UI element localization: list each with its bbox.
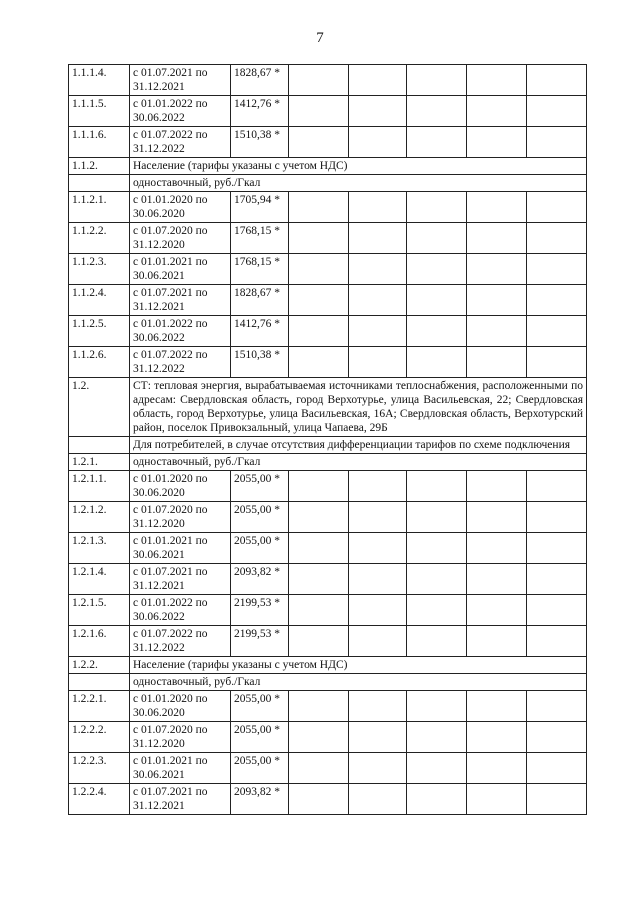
table-row — [69, 378, 587, 437]
empty-cell — [527, 595, 587, 626]
row-number: 1.1.1.5. — [69, 96, 130, 127]
row-number: 1.2.1.1. — [69, 471, 130, 502]
period-line: с 01.01.2021 по — [133, 535, 208, 547]
row-number: 1.2.2.2. — [69, 722, 130, 753]
empty-cell — [467, 65, 527, 96]
table-row — [69, 691, 587, 722]
period-line: 31.12.2020 — [133, 239, 185, 251]
empty-cell — [527, 471, 587, 502]
period-cell — [130, 502, 231, 533]
empty-cell — [349, 316, 407, 347]
period-line: с 01.07.2021 по — [133, 67, 208, 79]
period-cell — [130, 564, 231, 595]
empty-cell — [349, 192, 407, 223]
empty-cell — [407, 65, 467, 96]
empty-cell — [349, 626, 407, 657]
row-description: Население (тарифы указаны с учетом НДС) — [130, 158, 587, 175]
period-line: с 01.07.2020 по — [133, 504, 208, 516]
empty-cell — [289, 753, 349, 784]
row-number: 1.2.1.5. — [69, 595, 130, 626]
period-line: 30.06.2021 — [133, 270, 185, 282]
period-cell — [130, 471, 231, 502]
empty-cell — [467, 595, 527, 626]
empty-cell — [527, 502, 587, 533]
period-line: с 01.01.2022 по — [133, 318, 208, 330]
row-number: 1.1.2.3. — [69, 254, 130, 285]
empty-cell — [467, 502, 527, 533]
tariff-value: 1412,76 * — [231, 316, 289, 347]
table-row — [69, 65, 587, 96]
table-row — [69, 192, 587, 223]
empty-cell — [527, 316, 587, 347]
row-number: 1.1.2.1. — [69, 192, 130, 223]
empty-cell — [349, 96, 407, 127]
period-line: 30.06.2021 — [133, 549, 185, 561]
period-line: 31.12.2021 — [133, 301, 185, 313]
row-number: 1.2.1.6. — [69, 626, 130, 657]
table-row — [69, 158, 587, 175]
empty-cell — [349, 471, 407, 502]
empty-cell — [467, 691, 527, 722]
empty-cell — [467, 192, 527, 223]
period-line: с 01.07.2021 по — [133, 566, 208, 578]
empty-cell — [349, 784, 407, 815]
row-number: 1.1.2.4. — [69, 285, 130, 316]
empty-cell — [407, 254, 467, 285]
empty-cell — [527, 96, 587, 127]
tariff-value: 2199,53 * — [231, 626, 289, 657]
table-row — [69, 674, 587, 691]
empty-cell — [349, 65, 407, 96]
tariff-value: 2055,00 * — [231, 471, 289, 502]
period-cell — [130, 722, 231, 753]
empty-cell — [289, 564, 349, 595]
empty-cell — [527, 192, 587, 223]
row-description: Для потребителей, в случае отсутствия дифференциации тарифов по схеме подключения — [130, 437, 587, 454]
row-number: 1.2.2.4. — [69, 784, 130, 815]
empty-cell — [289, 127, 349, 158]
tariff-value: 1510,38 * — [231, 347, 289, 378]
table-row — [69, 657, 587, 674]
table-row — [69, 454, 587, 471]
row-number: 1.2.2. — [69, 657, 130, 674]
empty-cell — [407, 285, 467, 316]
table-row — [69, 564, 587, 595]
table-row — [69, 96, 587, 127]
tariff-value: 1412,76 * — [231, 96, 289, 127]
empty-cell — [289, 502, 349, 533]
empty-cell — [349, 533, 407, 564]
row-description: одноставочный, руб./Гкал — [130, 454, 587, 471]
table-row — [69, 502, 587, 533]
tariff-value: 1828,67 * — [231, 285, 289, 316]
table-row — [69, 316, 587, 347]
row-number: 1.1.2. — [69, 158, 130, 175]
row-description: одноставочный, руб./Гкал — [130, 175, 587, 192]
period-line: 31.12.2021 — [133, 580, 185, 592]
empty-cell — [289, 691, 349, 722]
row-number: 1.1.2.2. — [69, 223, 130, 254]
row-number: 1.2.1.3. — [69, 533, 130, 564]
page-number: 7 — [316, 30, 324, 46]
empty-cell — [349, 502, 407, 533]
empty-cell — [527, 347, 587, 378]
table-row — [69, 471, 587, 502]
empty-cell — [407, 626, 467, 657]
empty-cell — [467, 285, 527, 316]
tariff-value: 2199,53 * — [231, 595, 289, 626]
period-cell — [130, 347, 231, 378]
empty-cell — [349, 223, 407, 254]
period-cell — [130, 595, 231, 626]
period-line: с 01.07.2021 по — [133, 786, 208, 798]
period-cell — [130, 753, 231, 784]
empty-cell — [407, 127, 467, 158]
row-number: 1.1.2.6. — [69, 347, 130, 378]
tariff-value: 2055,00 * — [231, 533, 289, 564]
table-row — [69, 127, 587, 158]
empty-cell — [467, 533, 527, 564]
tariff-table-body — [69, 65, 587, 815]
empty-cell — [527, 564, 587, 595]
table-row — [69, 223, 587, 254]
empty-cell — [407, 96, 467, 127]
row-number — [69, 175, 130, 192]
row-number: 1.2.2.3. — [69, 753, 130, 784]
table-row — [69, 347, 587, 378]
empty-cell — [467, 722, 527, 753]
empty-cell — [407, 223, 467, 254]
period-cell — [130, 691, 231, 722]
row-description: одноставочный, руб./Гкал — [130, 674, 587, 691]
empty-cell — [349, 254, 407, 285]
row-number: 1.1.2.5. — [69, 316, 130, 347]
empty-cell — [467, 254, 527, 285]
table-row — [69, 175, 587, 192]
empty-cell — [289, 316, 349, 347]
empty-cell — [467, 564, 527, 595]
empty-cell — [527, 127, 587, 158]
row-number: 1.1.1.4. — [69, 65, 130, 96]
tariff-value: 2055,00 * — [231, 753, 289, 784]
empty-cell — [289, 595, 349, 626]
empty-cell — [407, 753, 467, 784]
period-line: с 01.01.2022 по — [133, 98, 208, 110]
empty-cell — [289, 722, 349, 753]
period-line: с 01.07.2020 по — [133, 724, 208, 736]
period-line: с 01.07.2021 по — [133, 287, 208, 299]
empty-cell — [467, 471, 527, 502]
empty-cell — [407, 784, 467, 815]
empty-cell — [349, 285, 407, 316]
tariff-table — [68, 64, 587, 815]
period-line: 31.12.2020 — [133, 738, 185, 750]
tariff-value: 1768,15 * — [231, 254, 289, 285]
period-line: 30.06.2022 — [133, 332, 185, 344]
empty-cell — [467, 784, 527, 815]
empty-cell — [407, 722, 467, 753]
period-line: 31.12.2020 — [133, 518, 185, 530]
empty-cell — [349, 753, 407, 784]
empty-cell — [407, 316, 467, 347]
empty-cell — [349, 595, 407, 626]
period-line: 30.06.2022 — [133, 611, 185, 623]
empty-cell — [289, 65, 349, 96]
table-row — [69, 437, 587, 454]
table-row — [69, 784, 587, 815]
period-line: 30.06.2020 — [133, 707, 185, 719]
empty-cell — [527, 784, 587, 815]
period-line: с 01.07.2022 по — [133, 628, 208, 640]
row-description: Население (тарифы указаны с учетом НДС) — [130, 657, 587, 674]
table-row — [69, 722, 587, 753]
empty-cell — [527, 753, 587, 784]
empty-cell — [467, 347, 527, 378]
empty-cell — [349, 691, 407, 722]
empty-cell — [289, 254, 349, 285]
period-line: 30.06.2020 — [133, 208, 185, 220]
row-number — [69, 674, 130, 691]
empty-cell — [467, 223, 527, 254]
row-number: 1.2.1.2. — [69, 502, 130, 533]
empty-cell — [407, 471, 467, 502]
table-row — [69, 595, 587, 626]
period-line: с 01.01.2021 по — [133, 755, 208, 767]
period-line: с 01.07.2022 по — [133, 129, 208, 141]
empty-cell — [289, 533, 349, 564]
period-line: с 01.07.2020 по — [133, 225, 208, 237]
period-cell — [130, 784, 231, 815]
period-cell — [130, 223, 231, 254]
row-number: 1.2.2.1. — [69, 691, 130, 722]
row-description: СТ: тепловая энергия, вырабатываемая источниками теплоснабжения, расположенными по адресам: Свердловская область, город Верхотурье, улица Васильевская, 22; Свердловская область, город Верхотурье, улица Васильевская, 16А; Свердловская область, Верхотурский район, поселок Привокзальный, улица Чапаева, 29Б — [130, 378, 587, 437]
empty-cell — [527, 626, 587, 657]
empty-cell — [527, 691, 587, 722]
tariff-value: 1510,38 * — [231, 127, 289, 158]
empty-cell — [407, 691, 467, 722]
row-number: 1.2. — [69, 378, 130, 437]
tariff-value: 1768,15 * — [231, 223, 289, 254]
period-line: 30.06.2021 — [133, 769, 185, 781]
empty-cell — [527, 223, 587, 254]
row-number: 1.2.1.4. — [69, 564, 130, 595]
empty-cell — [407, 564, 467, 595]
empty-cell — [407, 533, 467, 564]
empty-cell — [467, 626, 527, 657]
period-line: 31.12.2021 — [133, 800, 185, 812]
period-line: с 01.01.2020 по — [133, 194, 208, 206]
table-row — [69, 626, 587, 657]
empty-cell — [289, 626, 349, 657]
period-line: с 01.01.2020 по — [133, 693, 208, 705]
empty-cell — [289, 347, 349, 378]
period-line: 31.12.2022 — [133, 363, 185, 375]
empty-cell — [349, 127, 407, 158]
tariff-value: 2093,82 * — [231, 564, 289, 595]
period-cell — [130, 192, 231, 223]
empty-cell — [289, 96, 349, 127]
period-cell — [130, 316, 231, 347]
period-cell — [130, 626, 231, 657]
period-line: 30.06.2020 — [133, 487, 185, 499]
empty-cell — [467, 753, 527, 784]
period-cell — [130, 533, 231, 564]
period-line: 31.12.2021 — [133, 81, 185, 93]
tariff-value: 2055,00 * — [231, 502, 289, 533]
tariff-value: 1828,67 * — [231, 65, 289, 96]
table-row — [69, 285, 587, 316]
empty-cell — [407, 595, 467, 626]
empty-cell — [289, 285, 349, 316]
empty-cell — [527, 65, 587, 96]
period-cell — [130, 96, 231, 127]
tariff-value: 2055,00 * — [231, 691, 289, 722]
period-line: 30.06.2022 — [133, 112, 185, 124]
period-cell — [130, 285, 231, 316]
tariff-value: 1705,94 * — [231, 192, 289, 223]
period-line: 31.12.2022 — [133, 143, 185, 155]
empty-cell — [527, 533, 587, 564]
period-cell — [130, 254, 231, 285]
empty-cell — [407, 502, 467, 533]
empty-cell — [349, 564, 407, 595]
period-line: с 01.01.2022 по — [133, 597, 208, 609]
tariff-value: 2055,00 * — [231, 722, 289, 753]
period-line: 31.12.2022 — [133, 642, 185, 654]
table-row — [69, 753, 587, 784]
table-row — [69, 254, 587, 285]
table-row — [69, 533, 587, 564]
empty-cell — [289, 784, 349, 815]
empty-cell — [467, 127, 527, 158]
period-cell — [130, 65, 231, 96]
period-line: с 01.01.2021 по — [133, 256, 208, 268]
row-number — [69, 437, 130, 454]
empty-cell — [289, 471, 349, 502]
row-number: 1.2.1. — [69, 454, 130, 471]
period-cell — [130, 127, 231, 158]
empty-cell — [527, 285, 587, 316]
period-line: с 01.01.2020 по — [133, 473, 208, 485]
empty-cell — [527, 254, 587, 285]
tariff-value: 2093,82 * — [231, 784, 289, 815]
empty-cell — [349, 722, 407, 753]
empty-cell — [289, 223, 349, 254]
row-number: 1.1.1.6. — [69, 127, 130, 158]
period-line: с 01.07.2022 по — [133, 349, 208, 361]
empty-cell — [407, 347, 467, 378]
empty-cell — [349, 347, 407, 378]
empty-cell — [289, 192, 349, 223]
empty-cell — [467, 316, 527, 347]
empty-cell — [407, 192, 467, 223]
empty-cell — [527, 722, 587, 753]
empty-cell — [467, 96, 527, 127]
